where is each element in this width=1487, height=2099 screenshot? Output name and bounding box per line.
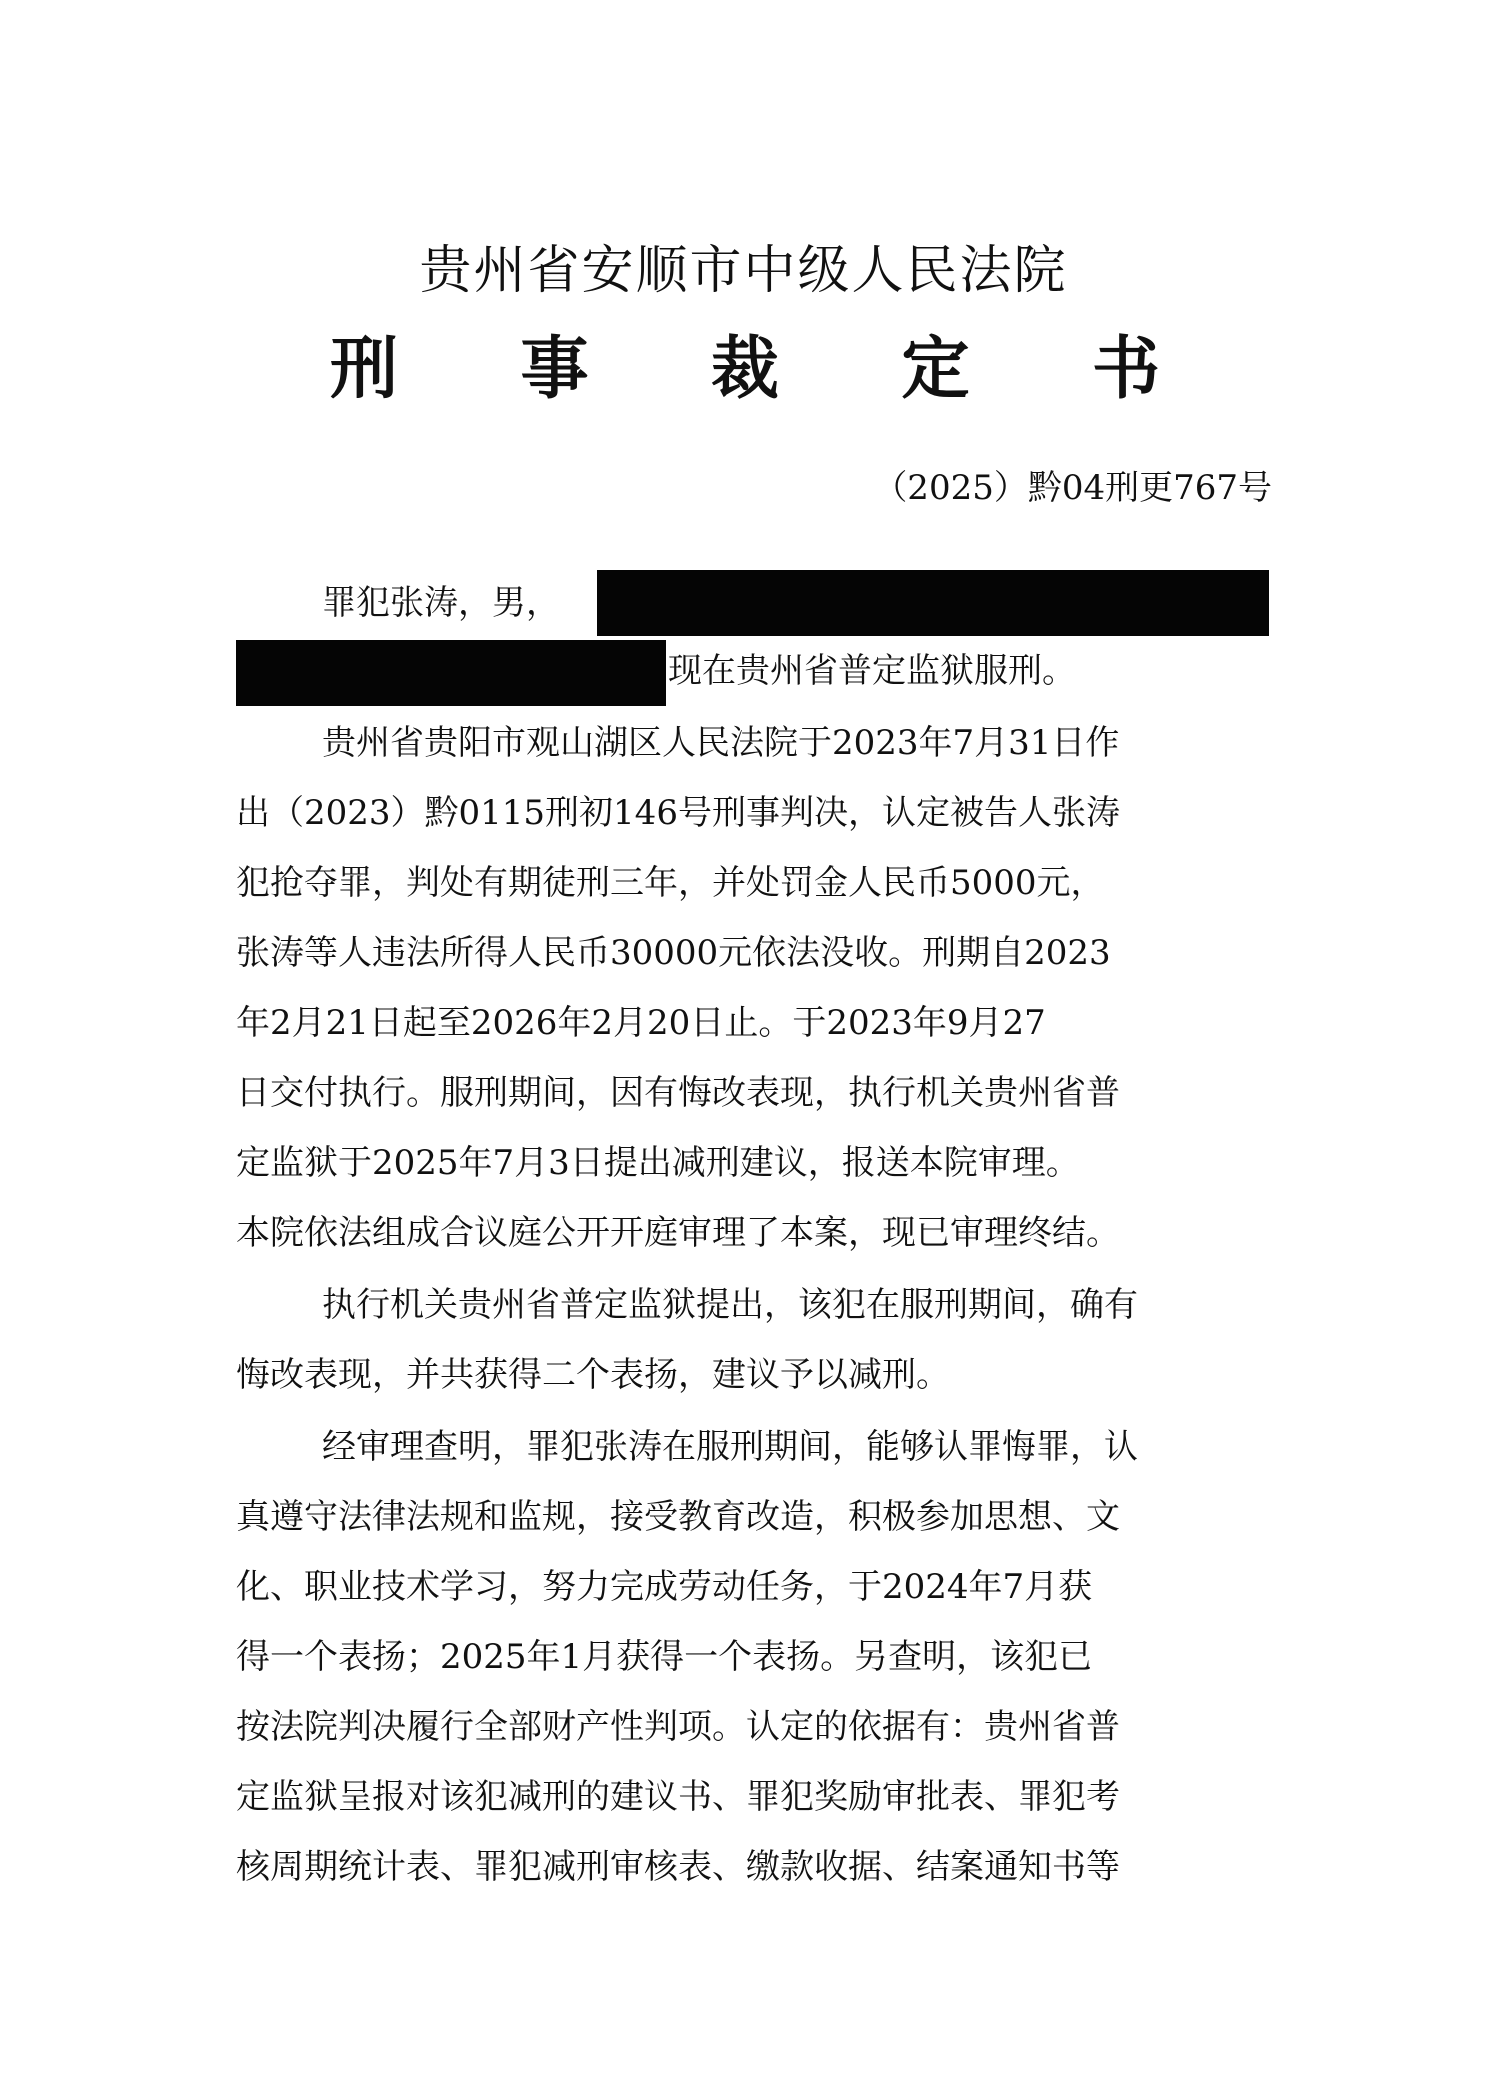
body-line: 核周期统计表、罪犯减刑审核表、缴款收据、结案通知书等	[236, 1847, 1120, 1887]
body-line: 化、职业技术学习，努力完成劳动任务，于2024年7月获	[236, 1567, 1093, 1607]
body-line: 贵州省贵阳市观山湖区人民法院于2023年7月31日作	[322, 723, 1120, 763]
body-line: 定监狱呈报对该犯减刑的建议书、罪犯奖励审批表、罪犯考	[236, 1777, 1120, 1817]
body-line: 出（2023）黔0115刑初146号刑事判决，认定被告人张涛	[236, 793, 1120, 833]
body-line: 悔改表现，并共获得二个表扬，建议予以减刑。	[236, 1355, 950, 1395]
doc-type-char: 书	[1091, 330, 1160, 409]
body-line: 日交付执行。服刑期间，因有悔改表现，执行机关贵州省普	[236, 1073, 1120, 1113]
doc-type-char: 刑	[330, 330, 399, 409]
body-line: 执行机关贵州省普定监狱提出，该犯在服刑期间，确有	[322, 1285, 1138, 1325]
body-line: 张涛等人违法所得人民币30000元依法没收。刑期自2023	[236, 933, 1111, 973]
case-number: （2025）黔04刑更767号	[873, 468, 1272, 508]
body-line: 本院依法组成合议庭公开开庭审理了本案，现已审理终结。	[236, 1213, 1120, 1253]
body-line: 定监狱于2025年7月3日提出减刑建议，报送本院审理。	[236, 1143, 1080, 1183]
body-line: 经审理查明，罪犯张涛在服刑期间，能够认罪悔罪，认	[322, 1427, 1138, 1467]
body-line: 罪犯张涛，男，	[322, 583, 560, 623]
court-name: 贵州省安顺市中级人民法院	[419, 241, 1068, 301]
body-line: 现在贵州省普定监狱服刑。	[668, 651, 1076, 691]
doc-type-char: 事	[520, 330, 589, 409]
body-line: 真遵守法律法规和监规，接受教育改造，积极参加思想、文	[236, 1497, 1120, 1537]
doc-type-char: 裁	[710, 330, 779, 409]
body-line: 年2月21日起至2026年2月20日止。于2023年9月27	[236, 1003, 1046, 1043]
body-line: 犯抢夺罪，判处有期徒刑三年，并处罚金人民币5000元，	[236, 863, 1105, 903]
redaction-block	[597, 570, 1269, 636]
doc-type-char: 定	[901, 330, 970, 409]
redaction-block	[236, 640, 666, 706]
document-type-title	[330, 315, 1160, 412]
body-line: 得一个表扬；2025年1月获得一个表扬。另查明，该犯已	[236, 1637, 1093, 1677]
body-line: 按法院判决履行全部财产性判项。认定的依据有：贵州省普	[236, 1707, 1120, 1747]
